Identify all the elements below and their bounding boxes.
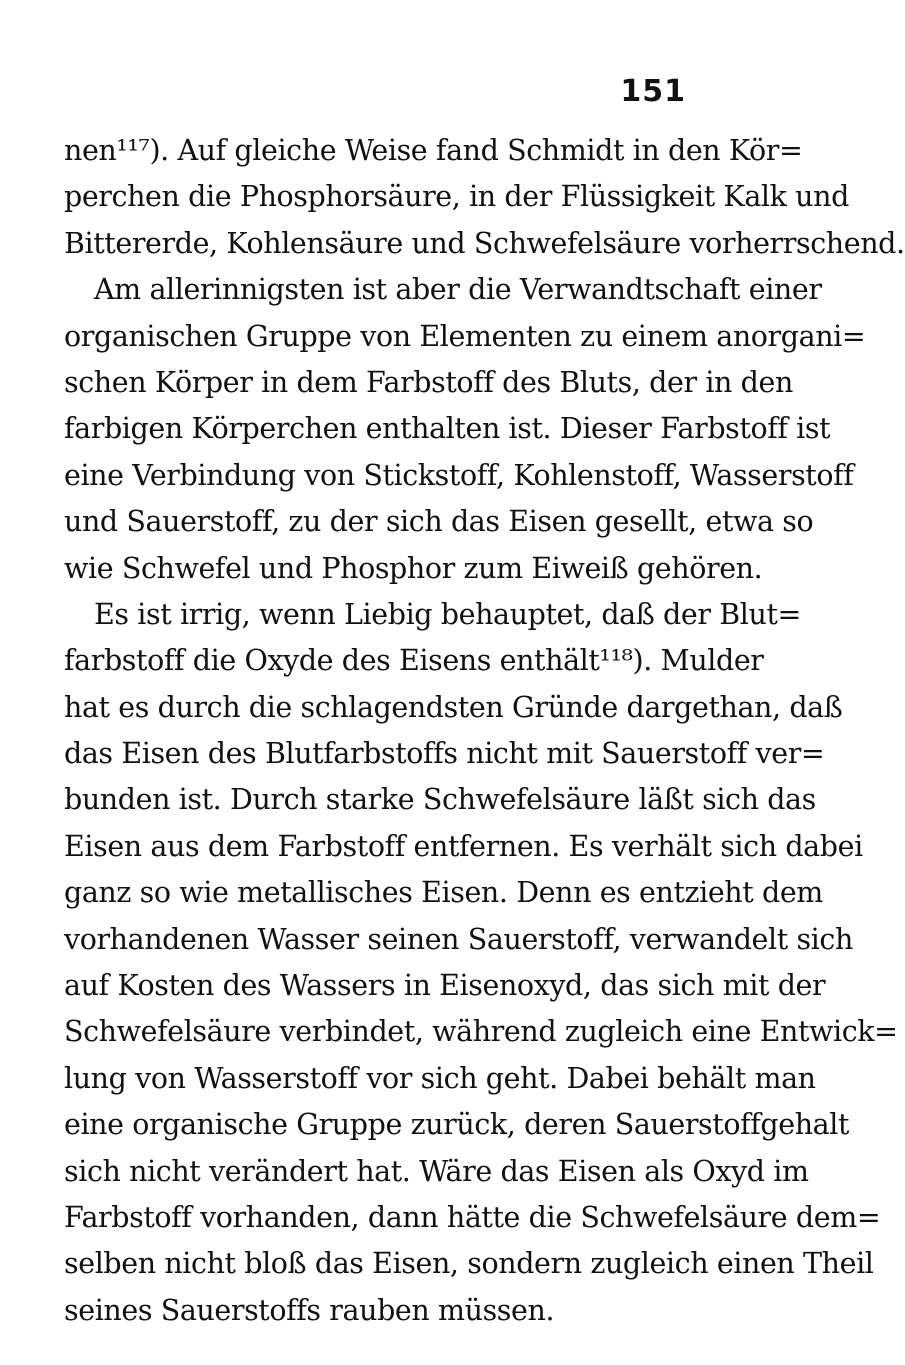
text-line: bunden ist. Durch starke Schwefelsäure läßt sich das <box>64 783 816 817</box>
text-line: ganz so wie metallisches Eisen. Denn es entzieht dem <box>64 876 823 910</box>
text-line: farbstoff die Oxyde des Eisens enthält¹¹⁸). Mulder <box>64 644 764 678</box>
text-line: lung von Wasserstoff vor sich geht. Dabei behält man <box>64 1061 816 1095</box>
text-line: schen Körper in dem Farbstoff des Bluts, der in den <box>64 365 793 399</box>
text-line: Am allerinnigsten ist aber die Verwandtschaft einer <box>94 273 822 307</box>
text-line: auf Kosten des Wassers in Eisenoxyd, das sich mit der <box>64 969 826 1003</box>
text-line: eine organische Gruppe zurück, deren Sauerstoffgehalt <box>64 1108 850 1142</box>
text-line: eine Verbindung von Stickstoff, Kohlenstoff, Wasserstoff <box>64 458 854 492</box>
text-line: und Sauerstoff, zu der sich das Eisen gesellt, etwa so <box>64 505 814 539</box>
text-line: Farbstoff vorhanden, dann hätte die Schwefelsäure dem= <box>64 1200 881 1234</box>
text-line: seines Sauerstoffs rauben müssen. <box>64 1293 555 1327</box>
text-line: vorhandenen Wasser seinen Sauerstoff, verwandelt sich <box>64 922 853 956</box>
text-line: Es ist irrig, wenn Liebig behauptet, daß der Blut= <box>94 597 802 631</box>
text-line: das Eisen des Blutfarbstoffs nicht mit Sauerstoff ver= <box>64 737 825 771</box>
text-line: organischen Gruppe von Elementen zu einem anorgani= <box>64 319 866 353</box>
text-line: Bittererde, Kohlensäure und Schwefelsäure vorherrschend. <box>64 226 905 260</box>
text-line: hat es durch die schlagendsten Gründe dargethan, daß <box>64 690 843 724</box>
text-line: sich nicht verändert hat. Wäre das Eisen als Oxyd im <box>64 1154 809 1188</box>
text-line: Eisen aus dem Farbstoff entfernen. Es verhält sich dabei <box>64 829 863 863</box>
body-text <box>64 128 905 1334</box>
text-line: selben nicht bloß das Eisen, sondern zugleich einen Theil <box>64 1247 874 1281</box>
page-number: 151 <box>620 74 686 109</box>
text-line: Schwefelsäure verbindet, während zugleich eine Entwick= <box>64 1015 898 1049</box>
text-line: nen¹¹⁷). Auf gleiche Weise fand Schmidt in den Kör= <box>64 134 803 167</box>
text-line: farbigen Körperchen enthalten ist. Dieser Farbstoff ist <box>64 412 831 446</box>
text-line: wie Schwefel und Phosphor zum Eiweiß gehören. <box>64 551 763 585</box>
text-line: perchen die Phosphorsäure, in der Flüssigkeit Kalk und <box>64 180 849 214</box>
